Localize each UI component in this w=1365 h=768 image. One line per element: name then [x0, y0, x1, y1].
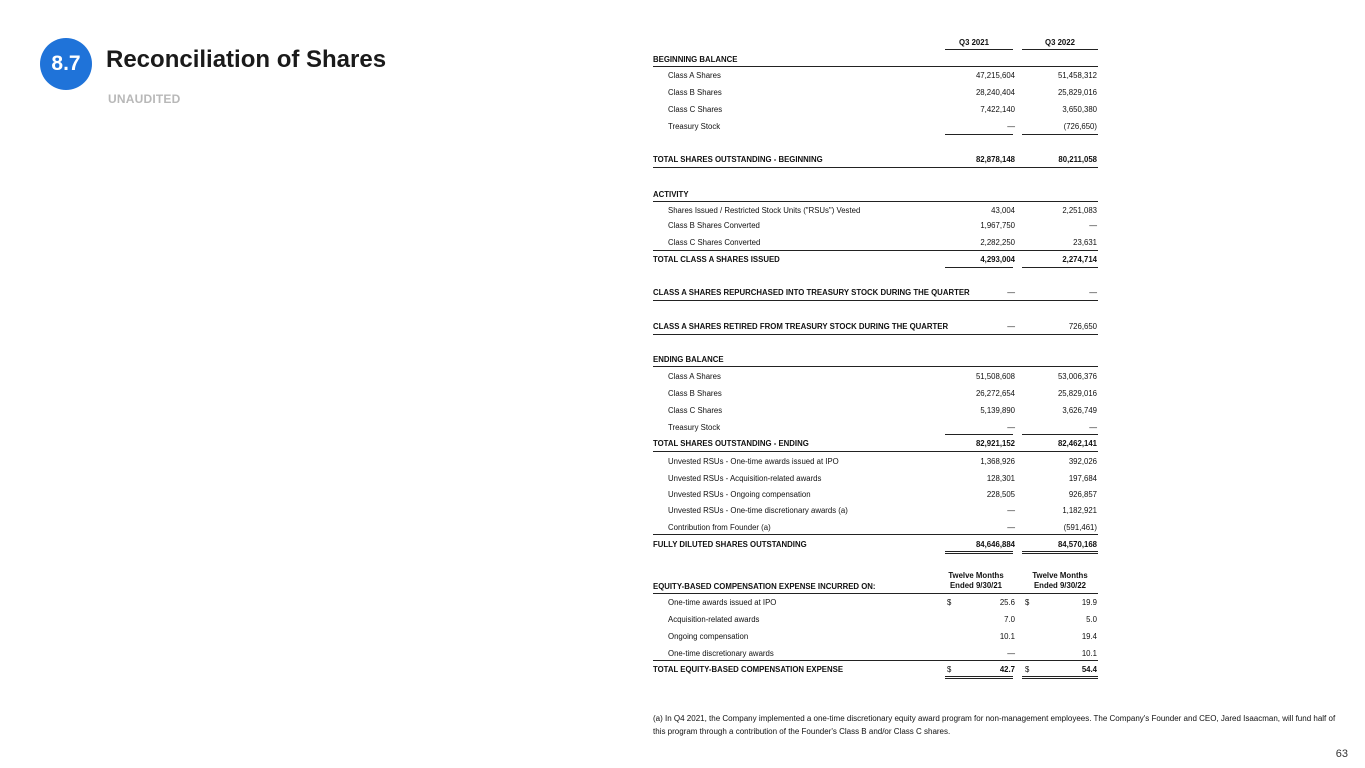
table-row: Class A Shares 51,508,608 53,006,376 — [668, 372, 1097, 381]
comp-col-header-2: Twelve Months Ended 9/30/22 — [1032, 571, 1088, 590]
page-subtitle: UNAUDITED — [108, 92, 181, 106]
table-row: Unvested RSUs - One-time discretionary awards (a) — 1,182,921 — [668, 506, 1097, 515]
subtotal-line — [1022, 267, 1098, 268]
divider — [653, 366, 1098, 367]
subtotal-line — [945, 134, 1013, 135]
double-underline — [1022, 676, 1098, 679]
divider — [653, 451, 1098, 452]
double-underline — [945, 676, 1013, 679]
subtotal-line — [1022, 434, 1098, 435]
total-row-comp: TOTAL EQUITY-BASED COMPENSATION EXPENSE $ 42.7 $ 54.4 — [653, 665, 1097, 674]
table-row: Ongoing compensation 10.1 19.4 — [668, 632, 1097, 641]
table-row: Class A Shares 47,215,604 51,458,312 — [668, 71, 1097, 80]
section-heading-beginning: BEGINNING BALANCE — [653, 55, 738, 64]
section-heading-activity: ACTIVITY — [653, 190, 689, 199]
page-number: 63 — [1335, 748, 1348, 760]
table-row: Treasury Stock — (726,650) — [668, 122, 1097, 131]
footnote: (a) In Q4 2021, the Company implemented a one-time discretionary equity award program for non-management employees. The Company's Founder and CEO, Jared Isaacman, will fund half of this program through a contribution of the Founder's Class B and/or Class C shares. — [653, 714, 1336, 736]
comp-col-header-1: Twelve Months Ended 9/30/21 — [948, 571, 1004, 590]
total-row-activity: TOTAL CLASS A SHARES ISSUED 4,293,004 2,274,714 — [653, 255, 1097, 264]
row-retired: CLASS A SHARES RETIRED FROM TREASURY STOCK DURING THE QUARTER — 726,650 — [653, 322, 1097, 331]
subtotal-line — [945, 434, 1013, 435]
total-row-ending: TOTAL SHARES OUTSTANDING - ENDING 82,921,152 82,462,141 — [653, 439, 1097, 448]
col-header-q3-2022: Q3 2022 — [1045, 38, 1075, 47]
table-row: Treasury Stock — — — [668, 423, 1097, 432]
double-underline — [945, 551, 1013, 554]
table-row: Class B Shares Converted 1,967,750 — — [668, 221, 1097, 230]
divider — [653, 201, 1098, 202]
table-row: Shares Issued / Restricted Stock Units ("RSUs") Vested 43,004 2,251,083 — [668, 206, 1097, 215]
section-heading-ending: ENDING BALANCE — [653, 355, 724, 364]
table-row: Unvested RSUs - One-time awards issued at IPO 1,368,926 392,026 — [668, 457, 1097, 466]
section-number-badge: 8.7 — [40, 38, 92, 90]
table-row: Unvested RSUs - Acquisition-related awards 128,301 197,684 — [668, 474, 1097, 483]
divider — [653, 534, 1098, 535]
row-repurchased: CLASS A SHARES REPURCHASED INTO TREASURY STOCK DURING THE QUARTER — — — [653, 288, 1097, 297]
divider — [653, 300, 1098, 301]
table-row: Class C Shares Converted 2,282,250 23,631 — [668, 238, 1097, 247]
divider — [653, 250, 1098, 251]
subtotal-line — [1022, 134, 1098, 135]
divider — [653, 334, 1098, 335]
section-heading-comp: EQUITY-BASED COMPENSATION EXPENSE INCURRED ON: — [653, 582, 876, 591]
page-title: Reconciliation of Shares — [106, 46, 387, 73]
divider — [653, 593, 1098, 594]
table-row: One-time discretionary awards — 10.1 — [668, 649, 1097, 658]
total-row-fully-diluted: FULLY DILUTED SHARES OUTSTANDING 84,646,884 84,570,168 — [653, 540, 1097, 549]
table-row: Class C Shares 5,139,890 3,626,749 — [668, 406, 1097, 415]
table-row: Class B Shares 28,240,404 25,829,016 — [668, 88, 1097, 97]
table-row: Acquisition-related awards 7.0 5.0 — [668, 615, 1097, 624]
table-row: One-time awards issued at IPO $ 25.6 $ 19.9 — [668, 598, 1097, 607]
table-row: Unvested RSUs - Ongoing compensation 228,505 926,857 — [668, 490, 1097, 499]
header-underline-1 — [945, 49, 1013, 50]
header-underline-2 — [1022, 49, 1098, 50]
table-row: Class B Shares 26,272,654 25,829,016 — [668, 389, 1097, 398]
divider — [653, 167, 1098, 168]
table-row: Contribution from Founder (a) — (591,461) — [668, 523, 1097, 532]
total-row-beginning: TOTAL SHARES OUTSTANDING - BEGINNING 82,878,148 80,211,058 — [653, 155, 1097, 164]
subtotal-line — [945, 267, 1013, 268]
divider — [653, 660, 1098, 661]
double-underline — [1022, 551, 1098, 554]
table-row: Class C Shares 7,422,140 3,650,380 — [668, 105, 1097, 114]
divider — [653, 66, 1098, 67]
col-header-q3-2021: Q3 2021 — [959, 38, 989, 47]
